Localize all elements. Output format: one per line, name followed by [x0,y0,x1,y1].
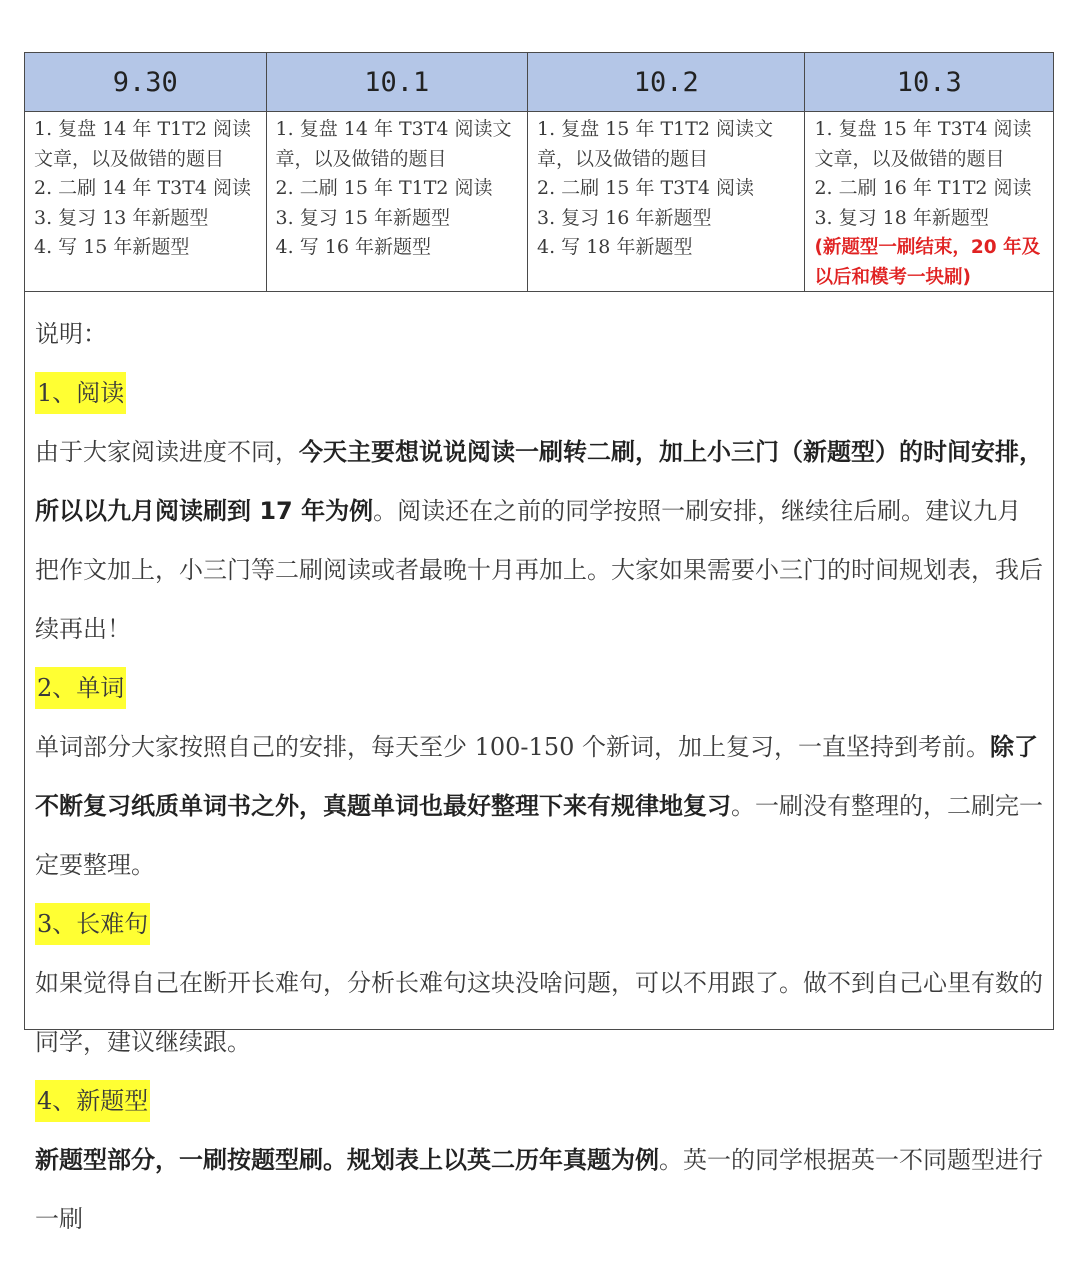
section-heading-vocab: 2、单词 [35,667,126,709]
task-item: 3. 复习 15 年新题型 [275,206,450,229]
vocab-paragraph: 单词部分大家按照自己的安排，每天至少 100-150 个新词，加上复习，一直坚持到考前。除了不断复习纸质单词书之外，真题单词也最好整理下来有规律地复习。一刷没有整理的，二刷完一定要整理。 [35,733,1043,879]
reading-paragraph: 由于大家阅读进度不同，今天主要想说说阅读一刷转二刷，加上小三门（新题型）的时间安排，所以以九月阅读刷到 17 年为例。阅读还在之前的同学按照一刷安排，继续往后刷。建议九月把作文加上，小三门等二刷阅读或者最晚十月再加上。大家如果需要小三门的时间规划表，我后续再出！ [35,438,1043,643]
date-header: 9.30 [25,53,267,111]
red-note: (新题型一刷结束，20 年及以后和模考一块刷) [814,237,1041,288]
task-item: 1. 复盘 14 年 T1T2 阅读文章，以及做错的题目 [34,118,252,170]
task-item: 1. 复盘 15 年 T1T2 阅读文章，以及做错的题目 [537,118,774,170]
date-header: 10.1 [267,53,528,111]
task-item: 1. 复盘 14 年 T3T4 阅读文章，以及做错的题目 [275,118,512,170]
task-item: 2. 二刷 16 年 T1T2 阅读 [814,177,1032,199]
task-cell [267,111,528,291]
task-cell [25,111,267,291]
section-heading-sentences: 3、长难句 [35,903,150,945]
date-header: 10.3 [896,66,962,98]
task-item: 3. 复习 16 年新题型 [537,206,712,229]
date-header-row [25,53,1053,112]
task-item: 2. 二刷 15 年 T3T4 阅读 [537,177,755,199]
schedule-table [24,52,1054,1233]
task-row [25,111,1053,292]
new-types-paragraph: 新题型部分，一刷按题型刷。规划表上以英二历年真题为例。英一的同学根据英一不同题型进行一刷 [35,1146,1043,1233]
task-item: 3. 复习 18 年新题型 [814,206,989,229]
task-item: 2. 二刷 14 年 T3T4 阅读 [34,177,252,199]
task-item: 4. 写 15 年新题型 [34,236,190,258]
notes-intro: 说明： [35,320,107,348]
task-cell [805,111,1053,291]
task-item: 3. 复习 13 年新题型 [34,206,209,229]
date-header: 10.2 [528,53,805,111]
task-item: 4. 写 16 年新题型 [275,236,431,258]
section-heading-new-types: 4、新题型 [35,1080,150,1122]
task-item: 4. 写 18 年新题型 [537,236,693,258]
sentences-paragraph: 如果觉得自己在断开长难句，分析长难句这块没啥问题，可以不用跟了。做不到自己心里有数的同学，建议继续跟。 [35,969,1043,1056]
task-item: 2. 二刷 15 年 T1T2 阅读 [275,177,493,199]
task-item: 1. 复盘 15 年 T3T4 阅读文章，以及做错的题目 [814,118,1032,170]
section-heading-reading: 1、阅读 [35,372,126,414]
notes-section [35,305,1043,1249]
task-cell [528,111,805,291]
